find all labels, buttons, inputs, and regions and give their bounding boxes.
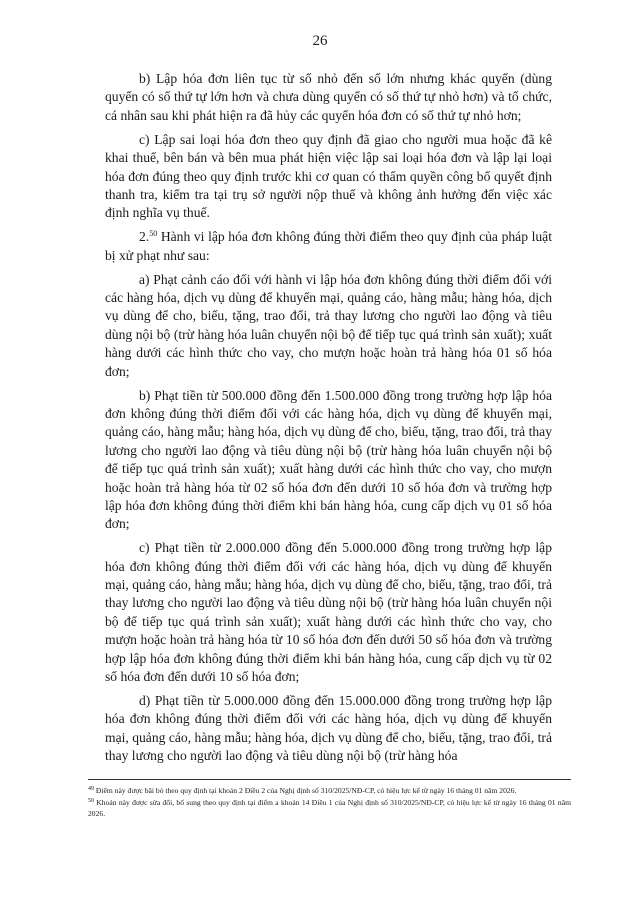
footnote-49: $^{49}$ Điểm này được bãi bỏ theo quy định tại khoản 2 Điều 2 của Nghị định số 310/2025/NĐ-CP, có hiệu lực kể từ ngày 16 tháng 01 năm 2026. — [88, 786, 517, 795]
paragraph-d-fine: d) Phạt tiền từ 5.000.000 đồng đến 15.000.000 đồng trong trường hợp lập hóa đơn không đúng thời điểm đối với các hàng hóa, dịch vụ dùng để khuyến mại, quảng cáo, hàng mẫu; hàng hóa, dịch vụ dùng để cho, biếu, tặng, trao đổi, trả thay lương cho người lao động và tiêu dùng nội bộ (trừ hàng hóa — [105, 693, 552, 764]
footnote-50: $^{50}$ Khoản này được sửa đổi, bổ sung theo quy định tại điểm a khoản 14 Điều 1 của Nghị định số 310/2025/NĐ-CP, có hiệu lực kể từ ngày 16 tháng 01 năm 2026. — [88, 798, 571, 818]
footnotes — [88, 785, 571, 820]
paragraph-c-fine: c) Phạt tiền từ 2.000.000 đồng đến 5.000.000 đồng trong trường hợp lập hóa đơn không đúng thời điểm đối với các hàng hóa, dịch vụ dùng để khuyến mại, quảng cáo, hàng mẫu; hàng hóa, dịch vụ dùng để cho, biếu, tặng, trao đổi, trả thay lương cho người lao động và tiêu dùng nội bộ (trừ hàng hóa luân chuyển nội bộ để tiếp tục quá trình sản xuất); xuất hàng dưới các hình thức cho vay, cho mượn hoặc hoàn trả hàng hóa từ 10 số hóa đơn đến dưới 50 số hóa đơn và trường hợp lập hóa đơn không đúng thời điểm khi bán hàng hóa, cung cấp dịch vụ từ 02 số hóa đơn đến dưới 10 số hóa đơn; — [105, 540, 552, 685]
page-number: 26 — [312, 33, 328, 49]
document-body — [105, 70, 552, 771]
paragraph-b-invoice-books: b) Lập hóa đơn liên tục từ số nhỏ đến số lớn nhưng khác quyển (dùng quyển có số thứ tự lớn hơn và chưa dùng quyển có số thứ tự nhỏ hơn) và tổ chức, cá nhân sau khi phát hiện ra đã hủy các quyển hóa đơn có số thứ tự nhỏ hơn; — [105, 71, 552, 123]
paragraph-b-fine: b) Phạt tiền từ 500.000 đồng đến 1.500.000 đồng trong trường hợp lập hóa đơn không đúng thời điểm đối với các hàng hóa, dịch vụ dùng để khuyến mại, quảng cáo, hàng mẫu; hàng hóa, dịch vụ dùng để cho, biếu, tặng, trao đổi, trả thay lương cho người lao động và tiêu dùng nội bộ (trừ hàng hóa luân chuyển nội bộ để tiếp tục quá trình sản xuất); xuất hàng dưới các hình thức cho vay, cho mượn hoặc hoàn trả hàng hóa từ 02 số hóa đơn đến dưới 10 số hóa đơn và trường hợp lập hóa đơn không đúng thời điểm khi bán hàng hóa, cung cấp dịch vụ 01 số hóa đơn; — [105, 387, 552, 532]
paragraph-c-wrong-invoice-type: c) Lập sai loại hóa đơn theo quy định đã giao cho người mua hoặc đã kê khai thuế, bên bán và bên mua phát hiện việc lập sai loại hóa đơn và lập lại loại hóa đơn đúng theo quy định trước khi cơ quan có thẩm quyền công bố quyết định thanh tra, kiểm tra tại trụ sở người nộp thuế và không ảnh hưởng đến việc xác định nghĩa vụ thuế. — [105, 131, 552, 221]
paragraph-a-warning: a) Phạt cảnh cáo đối với hành vi lập hóa đơn không đúng thời điểm đối với các hàng hóa, dịch vụ dùng để khuyến mại, quảng cáo, hàng mẫu; hàng hóa, dịch vụ dùng để cho, biếu, tặng, trao đổi, trả thay lương cho người lao động và tiêu dùng nội bộ (trừ hàng hóa luân chuyển nội bộ để tiếp tục quá trình sản xuất); xuất hàng dưới các hình thức cho vay, cho mượn hoặc hoàn trả hàng hóa 01 số hóa đơn; — [105, 271, 552, 379]
footnote-divider — [88, 779, 571, 780]
paragraph-clause-2: 2.50 Hành vi lập hóa đơn không đúng thời điểm theo quy định của pháp luật bị xử phạt như sau: — [105, 229, 552, 263]
footnote-ref-50: 50 — [149, 229, 158, 239]
